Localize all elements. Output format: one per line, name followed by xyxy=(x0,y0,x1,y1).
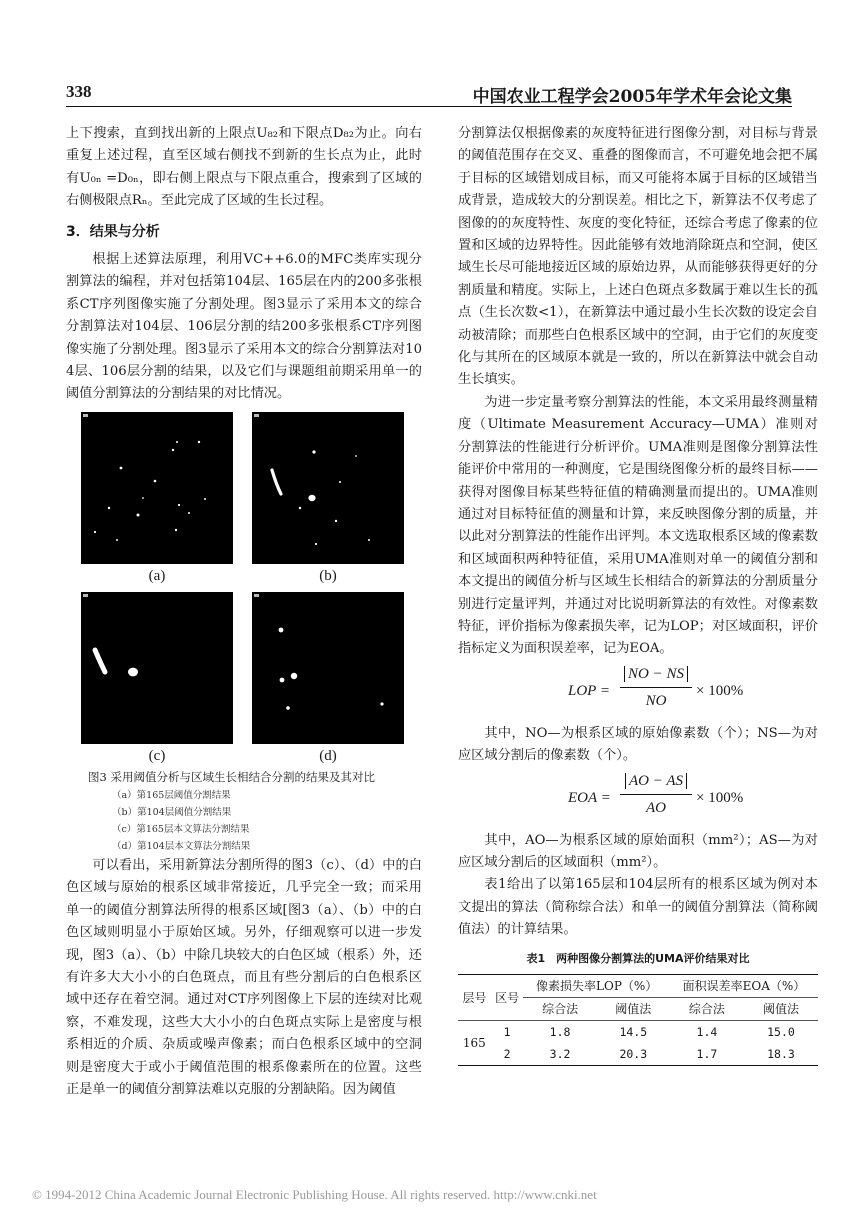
right-column xyxy=(458,123,818,1066)
table-row xyxy=(458,1043,818,1066)
table-header: 像素损失率LOP（%） xyxy=(523,975,669,998)
table-caption: 表1 两种图像分割算法的UMA评价结果对比 xyxy=(526,951,750,965)
formula-denominator: NO xyxy=(645,693,667,710)
paragraph: 其中，AO—为根系区域的原始面积（mm²）；AS—为对应区域分割后的区域面积（mm²）。 xyxy=(458,832,818,870)
table-cell: 1 xyxy=(491,1021,524,1044)
copyright-footer: © 1994-2012 China Academic Journal Electronic Publishing House. All rights reserved. http://www.cnki.net xyxy=(32,1187,597,1202)
formula-lhs: LOP = xyxy=(568,682,610,699)
journal-title: 中国农业工程学会2005年学术年会论文集 xyxy=(472,87,792,107)
paragraph: 为进一步定量考察分割算法的性能，本文采用最终测量精度（Ultimate Measurement Accuracy—UMA）准则对分割算法的性能进行分析评价。UMA准则是图像分割算法性能评价中常用的一种测度，它是围绕图像分析的最终目标——获得对图像目标某些特征值的精确测量而提出的。UMA准则通过对目标特征值的测量和计算，来反映图像分割的质量，并以此对分割算法的性能作出评判。本文选取根系区域的像素数和区域面积两种特征值，采用UMA准则对单一的阈值分割和本文提出的阈值分析与区域生长相结合的新算法的分割质量分别进行定量评判，并通过对比说明新算法的有效性。对像素数特征，评价指标为像素损失率，记为LOP；对区域面积，评价指标定义为面积误差率，记为EOA。 xyxy=(458,394,818,657)
formula-rhs: × 100% xyxy=(696,682,744,699)
table-cell: 1.4 xyxy=(670,1021,744,1044)
formula-numerator: AO − AS xyxy=(625,773,687,789)
formula-fraction xyxy=(620,770,692,820)
formula-numerator: NO − NS xyxy=(624,666,688,682)
section-title: 3．结果与分析 xyxy=(66,223,160,240)
table-cell: 20.3 xyxy=(597,1043,670,1066)
paragraph: 可以看出，采用新算法分割所得的图3（c）、（d）中的白色区域与原始的根系区域非常接近，几乎完全一致；而采用单一的阈值分割算法所得的根系区域[图3（a）、（b）中的白色区域则明显小于原始区域。另外，仔细观察可以进一步发现，图3（a）、（b）中除几块较大的白色区域（根系）外，还有许多大大小小的白色斑点，而且有些分割后的白色根系区域中还存在着空洞。通过对CT序列图像上下层的连续对比观察，不难发现，这些大大小小的白色斑点实际上是密度与根系相近的介质、杂质或噪声像素；而白色根系区域中的空洞则是密度大于或小于阈值范围的根系像素所在的位置。这些正是单一的阈值分割算法难以克服的分割缺陷。因为阈值 xyxy=(66,857,422,1097)
table-cell: 2 xyxy=(491,1043,524,1066)
figure-label-c: (c) xyxy=(148,747,166,764)
results-table xyxy=(458,974,818,1066)
table-subheader: 阈值法 xyxy=(744,998,818,1021)
figure-panel-b xyxy=(252,412,404,588)
table-header: 区号 xyxy=(491,975,524,1021)
running-header xyxy=(66,82,792,107)
subcaption-d: （d）第104层本文算法分割结果 xyxy=(112,840,251,852)
table-cell: 3.2 xyxy=(523,1043,596,1066)
formula-lop xyxy=(568,663,818,719)
figure-panel-a xyxy=(81,412,233,588)
table-row xyxy=(458,1021,818,1044)
paragraph: 其中，NO—为根系区域的原始像素数（个）；NS—为对应区域分割后的像素数（个）。 xyxy=(458,725,818,764)
figure-3 xyxy=(81,412,422,768)
figure-image-d xyxy=(252,592,404,744)
table-cell: 1.7 xyxy=(670,1043,744,1066)
formula-lhs: EOA = xyxy=(568,789,611,806)
paragraph: 表1给出了以第165层和104层所有的根系区域为例对本文提出的算法（简称综合法）和单一的阈值分割算法（简称阈值法）的计算结果。 xyxy=(458,877,818,938)
figure-caption: 图3 采用阈值分析与区域生长相结合分割的结果及其对比 xyxy=(88,769,375,784)
formula-fraction xyxy=(620,663,692,713)
page-number: 338 xyxy=(66,82,92,101)
figure-image-a xyxy=(81,412,233,564)
paragraph: 根据上述算法原理，利用VC++6.0的MFC类库实现分割算法的编程，并对包括第104层、165层在内的200多张根系CT序列图像实施了分割处理。图3显示了采用本文的综合分割算法对104层、106层分割的结200多张根系CT序列图像实施了分割处理。图3显示了采用本文的综合分割算法对104层、106层分割的结果，以及它们与课题组前期采用单一的阈值分割算法的分割结果的对比情况。 xyxy=(66,252,422,402)
figure-subcaptions-row1 xyxy=(112,787,422,821)
formula-rhs: × 100% xyxy=(696,789,744,806)
table-cell: 18.3 xyxy=(744,1043,818,1066)
table-cell: 14.5 xyxy=(597,1021,670,1044)
figure-image-b xyxy=(252,412,404,564)
table-subheader: 综合法 xyxy=(670,998,744,1021)
table-cell: 1.8 xyxy=(523,1021,596,1044)
figure-panel-c xyxy=(81,592,233,768)
figure-label-b: (b) xyxy=(319,567,337,584)
figure-panel-d xyxy=(252,592,404,768)
figure-image-c xyxy=(81,592,233,744)
subcaption-b: （b）第104层阈值分割结果 xyxy=(112,806,232,818)
paragraph: 分割算法仅根据像素的灰度特征进行图像分割，对目标与背景的阈值范围存在交叉、重叠的图像而言，不可避免地会把不属于目标的区域错划成目标，而又可能将本属于目标的区域错当成背景，造成较大的分割误差。相比之下，新算法不仅考虑了图像的的灰度特性、灰度的变化特征，还综合考虑了像素的位置和区域的边界特性。因此能够有效地消除斑点和空洞，使区域生长尽可能地接近区域的原始边界，从而能够获得更好的分割质量和精度。实际上，上述白色斑点多数属于难以生长的孤点（生长次数<1），在新算法中通过最小生长次数的设定会自动被清除；而那些白色根系区域中的空洞，由于它们的灰度变化与其所在的区域原本就是一致的，所以在新算法中就会自动生长填实。 xyxy=(458,126,818,388)
subcaption-c: （c）第165层本文算法分割结果 xyxy=(112,823,250,835)
paragraph: 上下搜索，直到找出新的上限点U₈₂和下限点D₈₂为止。向右重复上述过程，直至区域右侧找不到新的生长点为止，此时有U₀ₙ =D₀ₙ，即右侧上限点与下限点重合，搜索到了区域的右侧极限点Rₙ。至此完成了区域的生长过程。 xyxy=(66,126,422,209)
table-cell-layer: 165 xyxy=(458,1021,491,1066)
table-header: 面积误差率EOA（%） xyxy=(670,975,818,998)
figure-label-a: (a) xyxy=(148,567,166,584)
table-subheader: 阈值法 xyxy=(597,998,670,1021)
figure-subcaptions-row2 xyxy=(112,821,422,855)
figure-label-d: (d) xyxy=(319,747,337,764)
table-cell: 15.0 xyxy=(744,1021,818,1044)
subcaption-a: （a）第165层阈值分割结果 xyxy=(112,789,231,801)
formula-eoa xyxy=(568,770,818,826)
left-column xyxy=(66,123,422,1101)
formula-denominator: AO xyxy=(646,799,666,816)
table-subheader: 综合法 xyxy=(523,998,596,1021)
table-header: 层号 xyxy=(458,975,491,1021)
